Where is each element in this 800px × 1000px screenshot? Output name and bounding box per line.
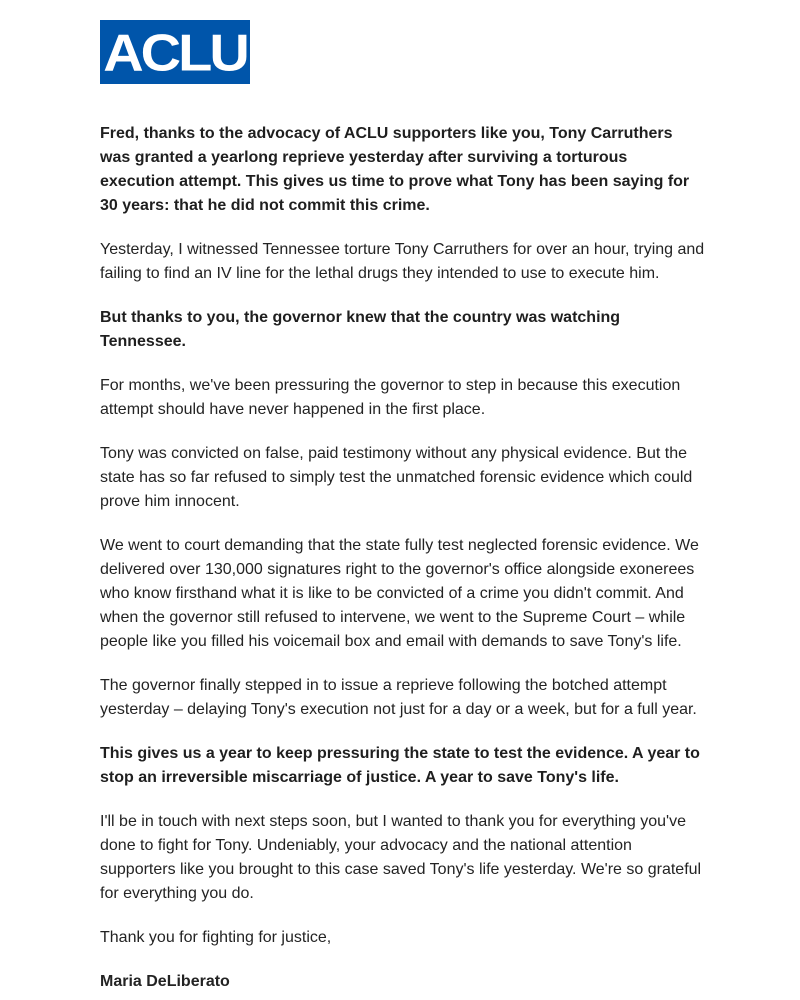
email-body [100,122,705,994]
signature-name: Maria DeLiberato [100,973,230,990]
aclu-logo[interactable] [100,20,250,84]
intro-paragraph: Fred, thanks to the advocacy of ACLU supporters like you, Tony Carruthers was granted a yearlong reprieve yesterday after surviving a torturous execution attempt. This gives us time to prove what Tony has been saying for 30 years: that he did not commit this crime. [100,125,690,214]
closing-line: Thank you for fighting for justice, [100,929,332,946]
body-paragraph: The governor finally stepped in to issue a reprieve following the botched attempt yesterday – delaying Tony's execution not just for a day or a week, but for a full year. [100,677,697,718]
body-paragraph: Yesterday, I witnessed Tennessee torture Tony Carruthers for over an hour, trying and failing to find an IV line for the lethal drugs they intended to use to execute him. [100,241,705,282]
body-paragraph: This gives us a year to keep pressuring the state to test the evidence. A year to stop an irreversible miscarriage of justice. A year to save Tony's life. [100,745,700,786]
body-paragraph: Tony was convicted on false, paid testimony without any physical evidence. But the state has so far refused to simply test the unmatched forensic evidence which could prove him innocent. [100,445,693,510]
aclu-logo-text: ACLU [103,23,247,82]
body-paragraph: I'll be in touch with next steps soon, but I wanted to thank you for everything you've done to fight for Tony. Undeniably, your advocacy and the national attention supporters like you brought to this case saved Tony's life yesterday. We're so grateful for everything you do. [100,813,702,902]
body-paragraph: We went to court demanding that the state fully test neglected forensic evidence. We delivered over 130,000 signatures right to the governor's office alongside exonerees who know firsthand what it is like to be convicted of a crime you didn't commit. And when the governor still refused to intervene, we went to the Supreme Court – while people like you filled his voicemail box and email with demands to save Tony's life. [100,537,699,650]
body-paragraph: For months, we've been pressuring the governor to step in because this execution attempt should have never happened in the first place. [100,377,681,418]
body-paragraph: But thanks to you, the governor knew that the country was watching Tennessee. [100,309,621,350]
